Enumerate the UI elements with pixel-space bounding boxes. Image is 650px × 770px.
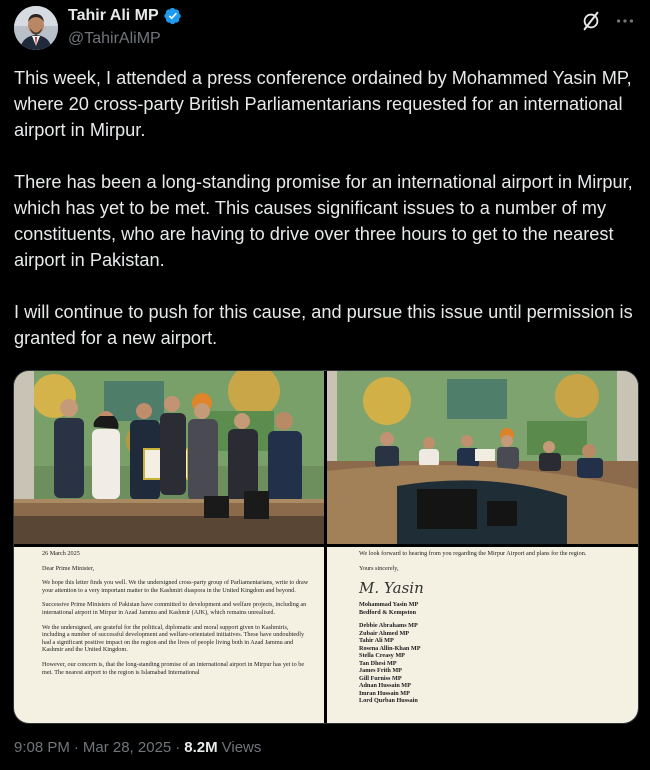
tweet-text (14, 65, 639, 377)
letter-signature: M. Yasin (359, 579, 424, 598)
tweet-time[interactable]: 9:08 PM (14, 739, 70, 756)
letter-signatory: Stella Creasy MP (359, 652, 405, 660)
letter-closing: Yours sincerely, (359, 564, 399, 572)
letter-page-2-content (327, 547, 638, 723)
letter-date: 26 March 2025 (42, 550, 80, 557)
tweet-paragraph: There has been a long-standing promise for an international airport in Mirpur, which has yet to be met. This causes significant issues to a number of my constituents, who are having to drive over three hours to get to the nearest airport in Pakistan. (14, 172, 633, 270)
letter-signatory: Debbie Abrahams MP (359, 622, 418, 630)
photo-group-standing-image (14, 371, 324, 544)
tweet-date[interactable]: Mar 28, 2025 (82, 739, 172, 756)
letter-signatory-constituency: Bedford & Kempston (359, 608, 417, 616)
letter-signatory-name: Mohammad Yasin MP (359, 601, 419, 609)
grok-icon[interactable] (580, 10, 602, 32)
letter-signatory: Lord Qurban Hussain (359, 697, 418, 705)
letter-signatory: Adnan Hussain MP (359, 682, 411, 690)
letter-signatory: Tan Dhesi MP (359, 659, 397, 667)
letter-signatory: Rosena Allin-Khan MP (359, 644, 421, 652)
verified-badge-icon[interactable] (164, 7, 182, 25)
avatar-photo (14, 6, 58, 50)
letter-paragraph: We the undersigned, are grateful for the political, diplomatic and moral support given to Kashmiris, including a number of successful development and welfare-orientated initiatives. These have undoubtedly had a significant positive impact on the region and the lives of people living both in Azad Jammu and Kashmir and the United Kingdom. (42, 623, 305, 654)
handle[interactable]: @TahirAliMP (68, 30, 161, 47)
author-name-row (68, 7, 182, 25)
tweet-footer (14, 739, 261, 756)
letter-signatory: Zubair Ahmed MP (359, 629, 410, 637)
letter-opening: We look forward to hearing from you regarding the Mirpur Airport and plans for the region. (359, 550, 587, 557)
photo-seated-table[interactable] (327, 371, 638, 544)
letter-paragraph: We hope this letter finds you well. We the undersigned cross-party group of Parliamentarians, write to draw your attention to a very important matter to the Kashmiri diaspora in the United Kingdom and beyond. (42, 579, 309, 594)
letter-signatory: James Frith MP (359, 667, 402, 675)
tweet-paragraph: I will continue to push for this cause, and pursue this issue until permission is granted for a new airport. (14, 302, 633, 348)
media-grid (13, 370, 639, 724)
photo-seated-table-image (327, 371, 638, 544)
display-name[interactable]: Tahir Ali MP (68, 7, 159, 24)
letter-signatory: Gill Furniss MP (359, 674, 402, 682)
letter-paragraph: However, our concern is, that the long-standing promise of an international airport in Mirpur has yet to be met. The nearest airport to the region is Islamabad International (42, 660, 305, 676)
letter-page-1-content (14, 547, 324, 723)
more-options-icon[interactable] (614, 10, 636, 32)
photo-group-standing[interactable] (14, 371, 324, 544)
footer-separator: · (73, 739, 79, 756)
letter-page-1[interactable] (14, 547, 324, 723)
letter-signatory-list (359, 622, 624, 705)
views-count[interactable]: 8.2M (184, 739, 218, 756)
tweet-paragraph: This week, I attended a press conference ordained by Mohammed Yasin MP, where 20 cross-party British Parliamentarians requested for an international airport in Mirpur. (14, 68, 632, 140)
avatar[interactable] (14, 6, 58, 50)
letter-paragraph: Successive Prime Ministers of Pakistan have committed to development and welfare projects, including an international airport in Mirpur in Azad Jammu and Kashmir (AJK), which remains unrealised. (42, 601, 307, 616)
views-label: Views (221, 739, 262, 756)
letter-signatory: Tahir Ali MP (359, 637, 394, 645)
letter-page-2[interactable] (327, 547, 638, 723)
footer-separator: · (175, 739, 181, 756)
letter-salutation: Dear Prime Minister, (42, 564, 95, 572)
letter-signatory: Imran Hussain MP (359, 689, 410, 697)
